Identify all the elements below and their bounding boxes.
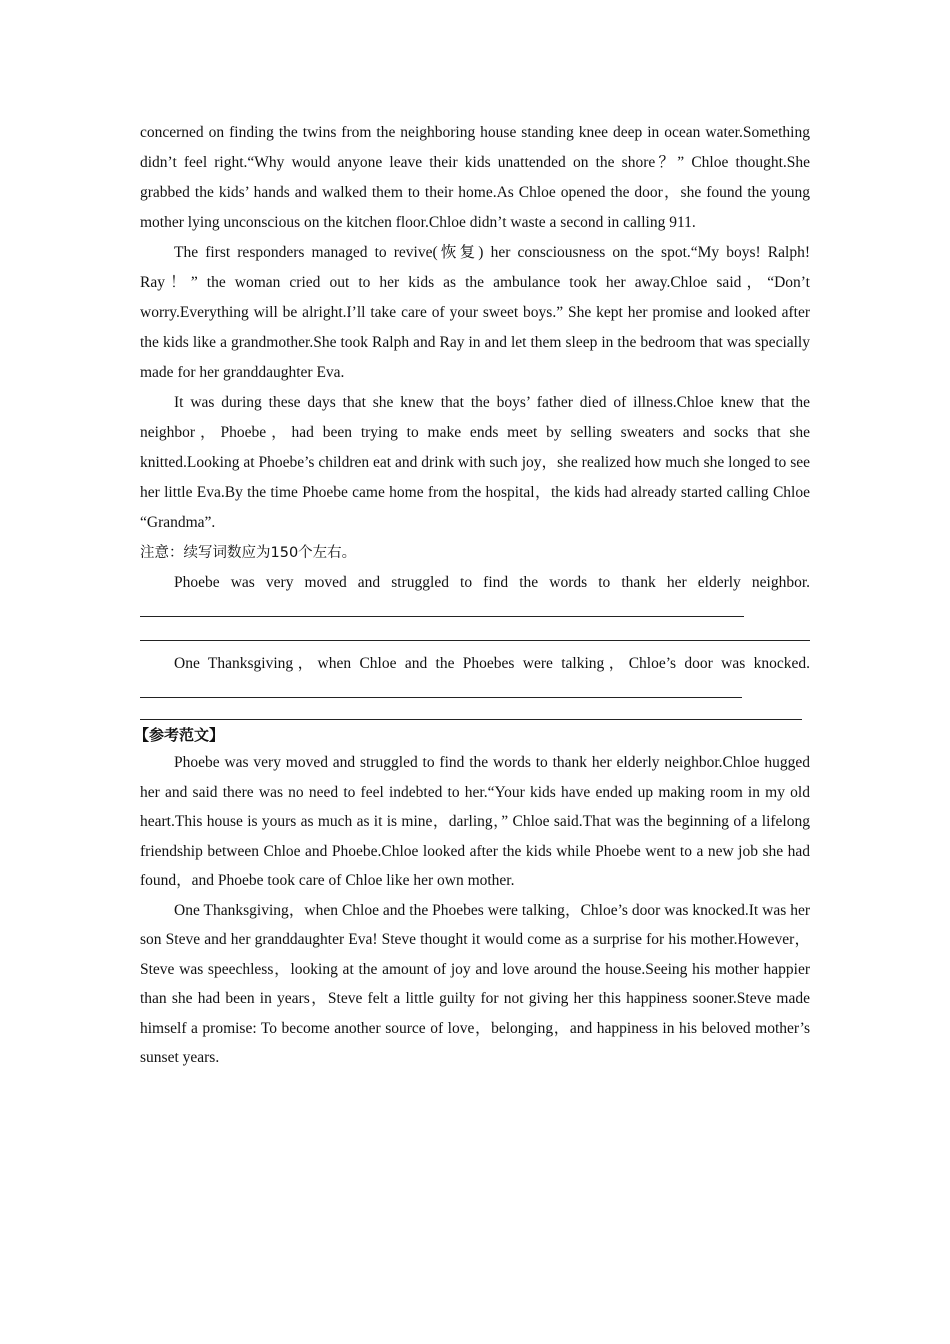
story-paragraph-1: concerned on finding the twins from the neighboring house standing knee deep in ocean water.Something didn’t feel right.“Why would anyone leave their kids unattended on the shore？” Chloe thought.She grabbed the kids’ hands and walked them to their home.As Chloe opened the door，she found the young mother lying unconscious on the kitchen floor.Chloe didn’t waste a second in calling 911.	[140, 124, 810, 231]
answer-blank-line-1[interactable]	[140, 627, 810, 641]
story-paragraph-3: It was during these days that she knew that the boys’ father died of illness.Chloe knew that the neighbor，Phoebe，had been trying to make ends meet by selling sweaters and socks that she knitted.Looking at Phoebe’s children eat and drink with such joy，she realized how much she longed to see her little Eva.By the time Phoebe came home from the hospital，the kids had already started calling Chloe “Grandma”.	[140, 394, 810, 531]
reference-paragraph-2: One Thanksgiving，when Chloe and the Phoebes were talking，Chloe’s door was knocked.It was her son Steve and her granddaughter Eva! Steve thought it would come as a surprise for his mother.However，Steve was speechless，looking at the amount of joy and love around the house.Seeing his mother happier than she had been in years，Steve felt a little guilty for not giving her this happiness sooner.Steve made himself a promise: To become another source of love，belonging，and happiness in his beloved mother’s sunset years.	[140, 901, 810, 1066]
continuation-prompt-1	[140, 568, 810, 641]
answer-blank-line-2[interactable]	[140, 708, 802, 720]
answer-blank-inline-1[interactable]	[140, 600, 744, 617]
reference-essay-title: 【参考范文】	[134, 726, 225, 744]
word-count-note: 注意：续写词数应为150个左右。	[140, 545, 357, 561]
answer-blank-inline-2[interactable]	[140, 681, 742, 698]
document-page	[134, 118, 810, 1073]
prompt-1-text: Phoebe was very moved and struggled to find the words to thank her elderly neighbor.	[174, 574, 810, 591]
reference-paragraph-1: Phoebe was very moved and struggled to find the words to thank her elderly neighbor.Chloe hugged her and said there was no need to feel indebted to her.“Your kids have ended up making room in my old heart.This house is yours as much as it is mine，darling，” Chloe said.That was the beginning of a lifelong friendship between Chloe and Phoebe.Chloe looked after the kids while Phoebe went to a new job she had found，and Phoebe took care of Chloe like her own mother.	[140, 754, 810, 889]
prompt-2-text: One Thanksgiving，when Chloe and the Phoebes were talking，Chloe’s door was knocked.	[174, 655, 810, 672]
continuation-prompt-2	[140, 649, 810, 720]
story-paragraph-2: The first responders managed to revive(恢复) her consciousness on the spot.“My boys! Ralph! Ray！” the woman cried out to her kids as the ambulance took her away.Chloe said，“Don’t worry.Everything will be alright.I’ll take care of your sweet boys.” She kept her promise and looked after the kids like a grandmother.She took Ralph and Ray in and let them sleep in the bedroom that was specially made for her granddaughter Eva.	[140, 244, 810, 381]
